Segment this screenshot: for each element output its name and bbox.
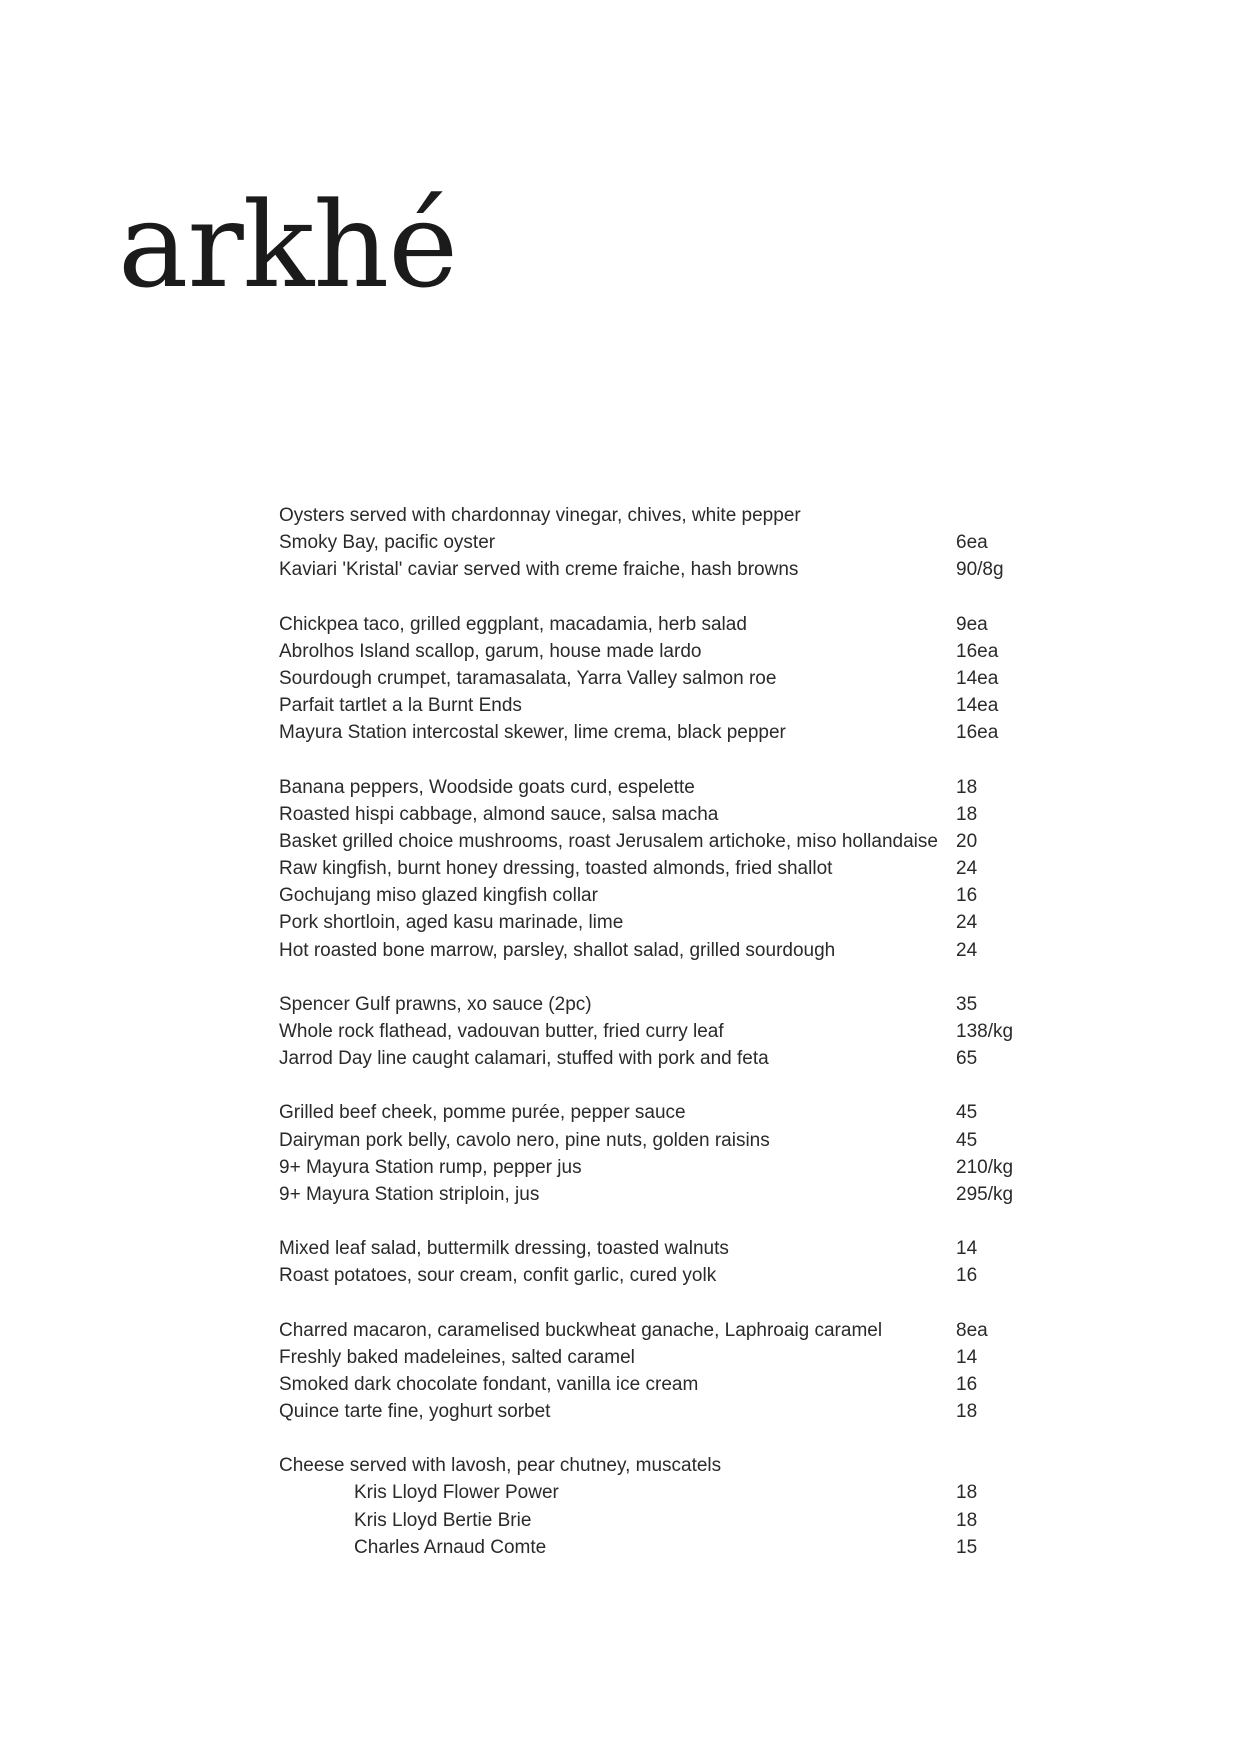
menu-section xyxy=(279,991,1039,1073)
menu-item-price: 295/kg xyxy=(956,1183,1014,1205)
menu-item xyxy=(279,665,1039,692)
menu-item xyxy=(279,882,1039,909)
menu-item xyxy=(279,638,1039,665)
menu-item xyxy=(279,909,1039,936)
menu-item-price: 20 xyxy=(956,830,978,852)
menu-item-price: 45 xyxy=(956,1102,978,1124)
menu-item-price: 18 xyxy=(956,1401,978,1423)
menu-item-price: 16 xyxy=(956,885,978,907)
menu-item-name: Kris Lloyd Bertie Brie xyxy=(354,1509,532,1531)
menu-item xyxy=(279,1344,1039,1371)
menu-item-name: Gochujang miso glazed kingfish collar xyxy=(279,885,598,907)
menu-item xyxy=(279,1127,1039,1154)
menu-item-name: Charred macaron, caramelised buckwheat ganache, Laphroaig caramel xyxy=(279,1319,883,1341)
menu-item-name: Roasted hispi cabbage, almond sauce, salsa macha xyxy=(279,803,719,825)
menu-item-price: 16 xyxy=(956,1265,978,1287)
menu-list xyxy=(279,502,1039,1588)
menu-item-name: Chickpea taco, grilled eggplant, macadamia, herb salad xyxy=(279,613,747,635)
menu-item xyxy=(279,611,1039,638)
menu-item-price: 45 xyxy=(956,1129,978,1151)
menu-item xyxy=(279,556,1039,583)
menu-item-name: Pork shortloin, aged kasu marinade, lime xyxy=(279,912,624,934)
menu-subitem xyxy=(279,1479,1039,1506)
menu-item-price: 24 xyxy=(956,939,978,961)
menu-item-name: Oysters served with chardonnay vinegar, chives, white pepper xyxy=(279,505,801,526)
menu-item-price: 14 xyxy=(956,1346,978,1368)
menu-item xyxy=(279,692,1039,719)
menu-item-name: Cheese served with lavosh, pear chutney, muscatels xyxy=(279,1455,722,1477)
menu-item-price: 65 xyxy=(956,1048,978,1070)
menu-item-name: Raw kingfish, burnt honey dressing, toasted almonds, fried shallot xyxy=(279,858,833,880)
menu-section xyxy=(279,1317,1039,1426)
brand-logo: arkhé xyxy=(118,176,458,314)
menu-item-price: 24 xyxy=(956,912,978,934)
menu-item xyxy=(279,719,1039,746)
menu-section xyxy=(279,774,1039,964)
menu-item-name: Smoked dark chocolate fondant, vanilla ice cream xyxy=(279,1373,699,1395)
menu-item-name: Dairyman pork belly, cavolo nero, pine nuts, golden raisins xyxy=(279,1129,770,1151)
menu-item-price: 6ea xyxy=(956,532,988,554)
menu-item-name: Sourdough crumpet, taramasalata, Yarra Valley salmon roe xyxy=(279,667,777,689)
menu-item xyxy=(279,1018,1039,1045)
menu-item-name: Mayura Station intercostal skewer, lime crema, black pepper xyxy=(279,722,786,744)
menu-section xyxy=(279,1235,1039,1289)
menu-item-name: Kris Lloyd Flower Power xyxy=(354,1482,559,1504)
menu-item-name: Jarrod Day line caught calamari, stuffed with pork and feta xyxy=(279,1048,769,1070)
menu-item xyxy=(279,1154,1039,1181)
menu-item-name: Charles Arnaud Comte xyxy=(354,1536,547,1558)
menu-item xyxy=(279,1262,1039,1289)
menu-section xyxy=(279,1099,1039,1208)
menu-section xyxy=(279,502,1039,584)
menu-item-price: 138/kg xyxy=(956,1021,1014,1042)
menu-item-price: 18 xyxy=(956,776,978,798)
menu-item xyxy=(279,855,1039,882)
menu-item xyxy=(279,1181,1039,1208)
menu-item-price: 24 xyxy=(956,858,978,880)
menu-item xyxy=(279,991,1039,1018)
menu-item xyxy=(279,801,1039,828)
menu-item xyxy=(279,1452,1039,1479)
menu-item xyxy=(279,1398,1039,1425)
menu-item-name: Smoky Bay, pacific oyster xyxy=(279,532,496,554)
menu-item-name: Parfait tartlet a la Burnt Ends xyxy=(279,695,522,717)
menu-item-price: 14ea xyxy=(956,667,999,689)
menu-item-price: 18 xyxy=(956,1482,978,1504)
menu-item-name: Freshly baked madeleines, salted caramel xyxy=(279,1346,635,1368)
menu-subitem xyxy=(279,1507,1039,1534)
menu-item-price: 9ea xyxy=(956,613,988,635)
menu-item xyxy=(279,529,1039,556)
menu-item xyxy=(279,774,1039,801)
menu-item-price: 90/8g xyxy=(956,559,1004,581)
menu-item-price: 18 xyxy=(956,1509,978,1531)
menu-item-price: 8ea xyxy=(956,1319,988,1341)
menu-item-name: 9+ Mayura Station rump, pepper jus xyxy=(279,1156,582,1178)
menu-subitem xyxy=(279,1534,1039,1561)
menu-item-name: Roast potatoes, sour cream, confit garlic, cured yolk xyxy=(279,1265,717,1287)
menu-item-name: Basket grilled choice mushrooms, roast Jerusalem artichoke, miso hollandaise xyxy=(279,830,938,852)
menu-item-name: Banana peppers, Woodside goats curd, espelette xyxy=(279,776,695,798)
menu-item-price: 18 xyxy=(956,803,978,825)
menu-item-price: 16ea xyxy=(956,722,999,744)
menu-item-price: 16ea xyxy=(956,640,999,662)
menu-item-name: Hot roasted bone marrow, parsley, shallot salad, grilled sourdough xyxy=(279,939,836,961)
menu-item xyxy=(279,502,1039,529)
menu-item xyxy=(279,1371,1039,1398)
menu-item-name: 9+ Mayura Station striploin, jus xyxy=(279,1183,540,1205)
menu-item-name: Grilled beef cheek, pomme purée, pepper sauce xyxy=(279,1102,686,1124)
menu-item-price: 210/kg xyxy=(956,1156,1014,1178)
menu-item-name: Spencer Gulf prawns, xo sauce (2pc) xyxy=(279,993,592,1015)
menu-item xyxy=(279,1045,1039,1072)
menu-item-price: 14 xyxy=(956,1238,978,1260)
menu-item-name: Quince tarte fine, yoghurt sorbet xyxy=(279,1401,551,1423)
menu-item xyxy=(279,828,1039,855)
menu-item xyxy=(279,1317,1039,1344)
menu-item-name: Abrolhos Island scallop, garum, house made lardo xyxy=(279,640,702,662)
menu-item-price: 35 xyxy=(956,993,978,1015)
menu-item-price: 15 xyxy=(956,1536,978,1558)
menu-item xyxy=(279,1235,1039,1262)
menu-item-name: Mixed leaf salad, buttermilk dressing, toasted walnuts xyxy=(279,1238,729,1260)
menu-section xyxy=(279,1452,1039,1561)
menu-item xyxy=(279,1099,1039,1126)
menu-item xyxy=(279,937,1039,964)
menu-item-name: Kaviari 'Kristal' caviar served with creme fraiche, hash browns xyxy=(279,559,799,581)
menu-section xyxy=(279,611,1039,747)
menu-item-price: 16 xyxy=(956,1373,978,1395)
menu-item-price: 14ea xyxy=(956,695,999,717)
menu-item-name: Whole rock flathead, vadouvan butter, fried curry leaf xyxy=(279,1021,724,1042)
